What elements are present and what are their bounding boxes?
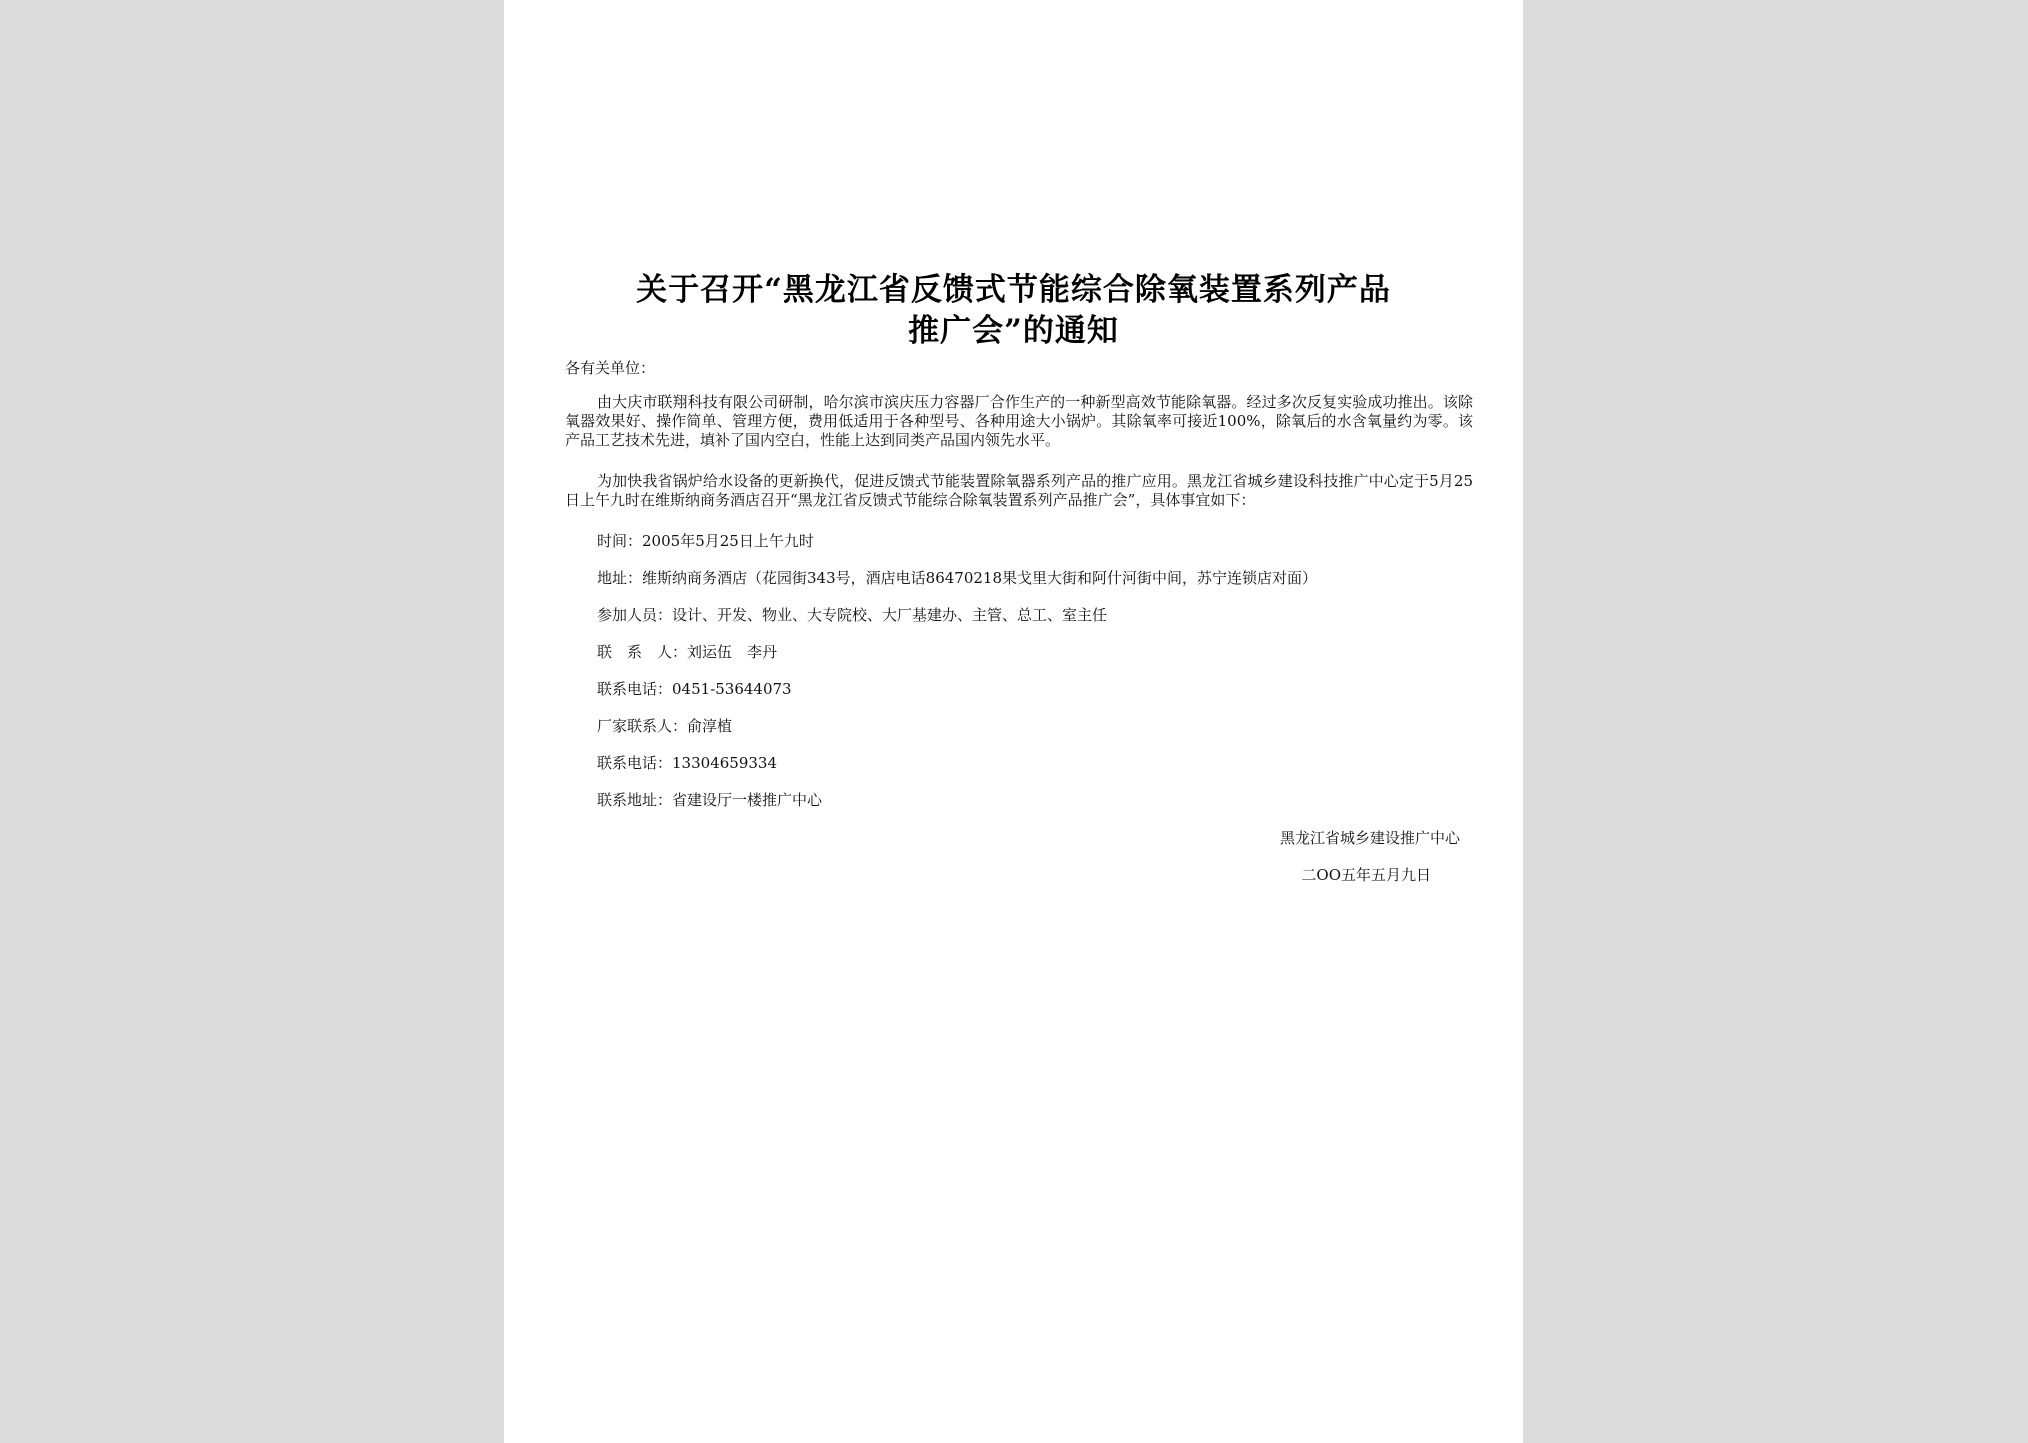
detail-value: 设计、开发、物业、大专院校、大厂基建办、主管、总工、室主任: [672, 606, 1108, 624]
detail-value: 刘运伍 李丹: [687, 643, 778, 661]
paragraph-1: 由大庆市联翔科技有限公司研制，哈尔滨市滨庆压力容器厂合作生产的一种新型高效节能除氧器。经过多次反复实验成功推出。该除氧器效果好、操作简单、管理方便，费用低适用于各种型号、各种用途大小锅炉。其除氧率可接近100%，除氧后的水含氧量约为零。该产品工艺技术先进，填补了国内空白，性能上达到同类产品国内领先水平。: [565, 393, 1473, 449]
detail-label: 时间：: [597, 532, 643, 550]
detail-label: 联系电话：: [597, 680, 673, 698]
detail-contact-person: [597, 641, 777, 662]
detail-participants: [597, 604, 1107, 625]
detail-label: 参加人员：: [597, 606, 673, 624]
detail-value: 2005年5月25日上午九时: [642, 532, 814, 550]
signature-date: 二OO五年五月九日: [1301, 866, 1431, 884]
title-line-2: 推广会”的通知: [908, 313, 1119, 349]
signature-organization: 黑龙江省城乡建设推广中心: [1279, 829, 1460, 847]
detail-contact-address: [597, 789, 822, 810]
detail-contact-phone: [597, 678, 792, 699]
paragraph-2: 为加快我省锅炉给水设备的更新换代，促进反馈式节能装置除氧器系列产品的推广应用。黑龙江省城乡建设科技推广中心定于5月25日上午九时在维斯纳商务酒店召开“黑龙江省反馈式节能综合除氧装置系列产品推广会”，具体事宜如下：: [565, 472, 1473, 509]
detail-label: 地址：: [597, 569, 643, 587]
detail-value: 0451-53644073: [672, 680, 792, 698]
document-title: [504, 270, 1523, 352]
title-line-1: 关于召开“黑龙江省反馈式节能综合除氧装置系列产品: [636, 272, 1391, 308]
detail-value: 13304659334: [672, 754, 777, 772]
detail-label: 联 系 人：: [597, 643, 688, 661]
detail-address: [597, 567, 1317, 588]
detail-label: 联系电话：: [597, 754, 673, 772]
salutation: 各有关单位：: [565, 359, 656, 377]
document-page: [504, 0, 1523, 1443]
detail-manufacturer-phone: [597, 752, 777, 773]
detail-time: [597, 530, 814, 551]
detail-manufacturer-contact: [597, 715, 732, 736]
detail-value: 俞淳植: [687, 717, 733, 735]
detail-value: 省建设厅一楼推广中心: [672, 791, 823, 809]
detail-value: 维斯纳商务酒店（花园街343号，酒店电话86470218果戈里大街和阿什河街中间，苏宁连锁店对面）: [642, 569, 1317, 587]
detail-label: 联系地址：: [597, 791, 673, 809]
detail-label: 厂家联系人：: [597, 717, 688, 735]
